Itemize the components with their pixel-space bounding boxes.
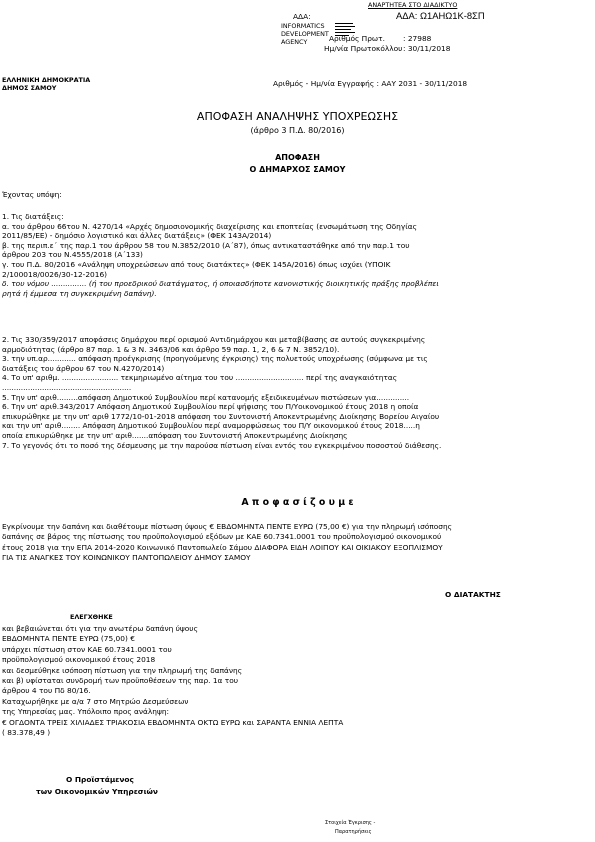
point-line: αρμοδιότητας (άρθρο 87 παρ. 1 & 3 Ν. 3463/06 και άρθρο 59 παρ. 1, 2, 6 & 7 Ν. 3852/10). xyxy=(2,344,340,354)
page-title: ΑΠΟΦΑΣΗ ΑΝΑΛΗΨΗΣ ΥΠΟΧΡΕΩΣΗΣ xyxy=(196,110,399,123)
verification-text xyxy=(2,624,343,738)
provision-line: δ. του νόμου ............... (ή του προεδρικού διατάγματος, ή οποιασδήποτε κανονιστικής διοικητικής πράξης προβλέπει xyxy=(2,279,439,289)
registration-number: Αριθμός - Ημ/νία Εγγραφής : ΑΑΥ 2031 - 30/11/2018 xyxy=(273,79,468,88)
logo-text-2: DEVELOPMENT xyxy=(281,30,329,38)
logo-text-1: INFORMATICS xyxy=(281,22,325,30)
decision-heading: ΑΠΟΦΑΣΗ xyxy=(275,153,320,162)
approval-line: έτους 2018 για την ΕΠΑ 2014-2020 Κοινωνικό Παντοπωλείο Σάμου ΔΙΑΦΟΡΑ ΕΙΔΗ ΛΟΙΠΟΥ ΚΑΙ ΟΙΚΙΑΚΟΥ ΕΞΟΠΛΙΣΜΟΥ xyxy=(2,542,443,552)
verified-heading: ΕΛΕΓΧΘΗΚΕ xyxy=(70,613,113,621)
provision-line: γ. του Π.Δ. 80/2016 «Ανάληψη υποχρεώσεων από τους διατάκτες» (ΦΕΚ 145Α/2016) όπως ισχύει (ΥΠΟΙΚ xyxy=(2,259,391,269)
verification-line: και βεβαιώνεται ότι για την ανωτέρω δαπάνη ύψους xyxy=(2,624,198,633)
issuer-title: Ο ΔΙΑΤΑΚΤΗΣ xyxy=(445,590,501,599)
provision-line: 2/100018/0026/30-12-2016) xyxy=(2,269,108,279)
provision-line: β. της περιπ.ε΄ της παρ.1 του άρθρου 58 του Ν.3852/2010 (Α΄87), όπως αντικαταστάθηκε από την παρ.1 του xyxy=(2,240,410,250)
approval-details-label: Στοιχεία Έγκρισης - xyxy=(325,820,376,826)
point-line: οποία επικυρώθηκε με την υπ' αριθ.......απόφαση του Συντονιστή Αποκεντρωμένης Διοίκησης xyxy=(2,430,348,440)
ada-label: ΑΔΑ: xyxy=(293,12,311,21)
point-line: και την υπ' αριθ........ Απόφαση Δημοτικού Συμβουλίου περί αναμορφώσεως του Π/Υ οικονομικού έτους 2018.....η xyxy=(2,421,420,431)
point-line: διατάξεις του άρθρου 67 του Ν.4270/2014) xyxy=(2,363,165,373)
verification-line: και δεσμεύθηκε ισόποση πίστωση για την πληρωμή της δαπάνης xyxy=(2,665,243,675)
protocol-label: Αριθμός Πρωτ. xyxy=(329,34,385,43)
considering-label: Έχοντας υπόψη: xyxy=(2,190,62,199)
approval-line: ΓΙΑ ΤΙΣ ΑΝΑΓΚΕΣ ΤΟΥ ΚΟΙΝΩΝΙΚΟΥ ΠΑΝΤΟΠΩΛΕΙΟΥ ΔΗΜΟΥ ΣΑΜΟΥ xyxy=(2,553,251,563)
verification-line: και β) υφίσταται συνδρομή των προϋποθέσεων της παρ. 1α του xyxy=(2,675,239,685)
provision-line: 2011/85/ΕΕ) - δημόσιο λογιστικό και άλλες διατάξεις» (ΦΕΚ 143Α/2014) xyxy=(2,231,272,241)
protocol-date-label: Ημ/νία Πρωτοκόλλου xyxy=(324,44,403,53)
verification-line: άρθρου 4 του Πδ 80/16. xyxy=(2,686,91,696)
protocol-number: : 27988 xyxy=(403,34,432,43)
provision-line: άρθρου 203 του Ν.4555/2018 (Α΄133) xyxy=(2,250,143,260)
ada-stamp: ΑΔΑ: Ω1ΑΗΩ1Κ-8ΣΠ xyxy=(396,10,485,21)
verification-line: ( 83.378,49 ) xyxy=(2,727,51,737)
point-line: 6. Την υπ' αριθ.343/2017 Απόφαση Δημοτικού Συμβουλίου περί ψήφισης του Π/Υοικονομικού έτους 2018 η οποία xyxy=(2,402,419,412)
page-subtitle: (άρθρο 3 Π.Δ. 80/2016) xyxy=(250,126,345,135)
points-list xyxy=(2,335,441,450)
point-line: 2. Τις 330/359/2017 αποφάσεις δημάρχου περί ορισμού Αντιδημάρχου και μεταβίβασης σε αυτούς συγκεκριμένης xyxy=(2,335,426,344)
remarks-label: Παρατηρήσεις xyxy=(335,829,372,835)
verification-line: προϋπολογισμού οικονομικού έτους 2018 xyxy=(2,655,156,665)
mayor-heading: Ο ΔΗΜΑΡΧΟΣ ΣΑΜΟΥ xyxy=(249,165,346,174)
provision-line: α. του άρθρου 66του Ν. 4270/14 «Αρχές δημοσιονομικής διαχείρισης και εποπτείας (ενσωμάτωση της Οδηγίας xyxy=(2,221,417,231)
head-of-finance-dept: των Οικονομικών Υπηρεσιών xyxy=(36,787,158,796)
approval-line: Εγκρίνουμε την δαπάνη και διαθέτουμε πίστωση ύψους € ΕΒΔΟΜΗΝΤΑ ΠΕΝΤΕ ΕΥΡΩ (75,00 €) για την πληρωμή ισόποσης xyxy=(2,522,452,531)
verification-line: της Υπηρεσίας μας. Υπόλοιπο προς ανάληψη: xyxy=(2,707,170,717)
head-of-finance-title: Ο Προϊστάμενος xyxy=(66,775,134,784)
logo-text-3: AGENCY xyxy=(281,38,308,46)
org-line-2: ΔΗΜΟΣ ΣΑΜΟΥ xyxy=(2,84,57,92)
verification-line: € ΟΓΔΟΝΤΑ ΤΡΕΙΣ ΧΙΛΙΑΔΕΣ ΤΡΙΑΚΟΣΙΑ ΕΒΔΟΜΗΝΤΑ ΟΚΤΩ ΕΥΡΩ και ΣΑΡΑΝΤΑ ΕΝΝΙΑ ΛΕΠΤΑ xyxy=(2,717,344,727)
verification-line: ΕΒΔΟΜΗΝΤΑ ΠΕΝΤΕ ΕΥΡΩ (75,00) € xyxy=(2,634,135,644)
org-line-1: ΕΛΛΗΝΙΚΗ ΔΗΜΟΚΡΑΤΙΑ xyxy=(2,76,91,84)
protocol-date-value: : 30/11/2018 xyxy=(403,44,451,53)
approval-line: δαπάνης σε βάρος της πίστωσης του προϋπολογισμού εξόδων με ΚΑΕ 60.7341.0001 του προϋπολογισμού οικονομικού xyxy=(2,532,442,542)
point-line: 3. την υπ.αρ............ απόφαση προέγκρισης (προηγούμενης έγκρισης) της πολυετούς υποχρέωσης (σύμφωνα με τις xyxy=(2,354,428,364)
approval-text xyxy=(2,522,452,564)
point-line: ....................................................... xyxy=(2,382,132,392)
point-line: 5. Την υπ' αριθ.........απόφαση Δημοτικού Συμβουλίου περί κατανομής εξειδικευμένων πιστώσεων για.............. xyxy=(2,392,410,402)
point-line: 4. Το υπ' αριθμ. ........................ τεκμηριωμένο αίτημα του του ............................. περί της αναγκαιότητας xyxy=(2,373,398,383)
point-line: επικυρώθηκε με την υπ' αριθ 1772/10-01-2018 απόφαση του Συντονιστή Αποκεντρωμένης Διοίκησης Βορείου Αιγαίου xyxy=(2,411,440,421)
provisions-list xyxy=(2,212,439,298)
decide-heading: Α π ο φ α σ ί ζ ο υ μ ε xyxy=(241,497,354,508)
point-line: 7. Το γεγονός ότι το ποσό της δέσμευσης με την παρούσα πίστωση είναι εντός του εγκεκριμένου ποσοστού διάθεσης. xyxy=(2,440,442,450)
provision-line: 1. Τις διατάξεις: xyxy=(2,212,64,221)
verification-line: Καταχωρήθηκε με α/α 7 στο Μητρώο Δεσμεύσεων xyxy=(2,696,189,706)
posted-notice: ΑΝΑΡΤΗΤΕΑ ΣΤΟ ΔΙΑΔΙΚΤΥΟ xyxy=(368,1,458,9)
verification-line: υπάρχει πίστωση στον ΚΑΕ 60.7341.0001 του xyxy=(2,644,172,654)
provision-line: ρητά ή έμμεσα τη συγκεκριμένη δαπάνη). xyxy=(2,288,157,298)
